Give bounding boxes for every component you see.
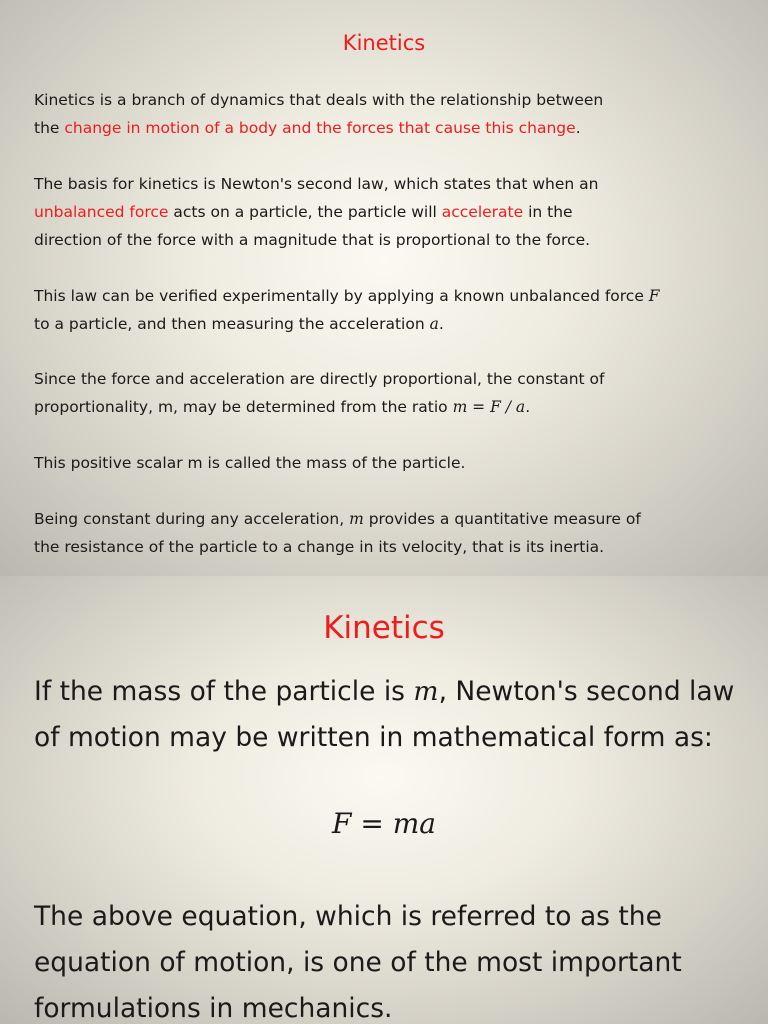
paragraph-proportionality bbox=[34, 365, 734, 421]
text-line: The above equation, which is referred to as the bbox=[34, 901, 662, 932]
math-symbol: m bbox=[413, 676, 439, 707]
highlight-text: accelerate bbox=[441, 203, 524, 221]
text-line: Being constant during any acceleration, bbox=[34, 510, 350, 528]
text-line: This positive scalar m is called the mass of the particle. bbox=[34, 454, 466, 472]
text-line: in the bbox=[523, 203, 573, 221]
text-line: of motion may be written in mathematical form as: bbox=[34, 722, 713, 753]
text-line: . bbox=[438, 315, 444, 333]
text-line: the bbox=[34, 119, 65, 137]
text-line: to a particle, and then measuring the acceleration bbox=[34, 315, 430, 333]
math-symbol: F bbox=[648, 287, 660, 305]
text-line: Kinetics is a branch of dynamics that deals with the relationship between bbox=[34, 91, 604, 109]
text-line: , Newton's second law bbox=[438, 676, 735, 707]
text-line: The basis for kinetics is Newton's second law, which states that when an bbox=[34, 175, 599, 193]
equation-of-motion: F = ma bbox=[332, 807, 436, 840]
text-line: proportionality, m, may be determined from the ratio bbox=[34, 398, 453, 416]
math-symbol: m bbox=[349, 510, 364, 528]
math-symbol: a bbox=[429, 315, 439, 333]
paragraph-definition bbox=[34, 86, 734, 142]
text-line: If the mass of the particle is bbox=[34, 676, 414, 707]
paragraph-inertia bbox=[34, 505, 734, 561]
text-line: equation of motion, is one of the most important bbox=[34, 947, 682, 978]
slide-2-title: Kinetics bbox=[323, 610, 445, 646]
text-line: the resistance of the particle to a change in its velocity, that is its inertia. bbox=[34, 538, 605, 556]
text-line: This law can be verified experimentally by applying a known unbalanced force bbox=[34, 287, 649, 305]
paragraph-newton-law bbox=[34, 170, 734, 254]
slide-1-title: Kinetics bbox=[342, 31, 426, 55]
text-line: Since the force and acceleration are directly proportional, the constant of bbox=[34, 370, 605, 388]
paragraph-mass bbox=[34, 449, 734, 477]
highlight-text: change in motion of a body and the forces that cause this change bbox=[64, 119, 576, 137]
text-line: provides a quantitative measure of bbox=[363, 510, 641, 528]
paragraph-mass-statement bbox=[34, 669, 754, 761]
slide-2 bbox=[0, 576, 768, 1024]
paragraph-experiment bbox=[34, 282, 734, 338]
paragraph-equation-importance bbox=[34, 894, 754, 1024]
text-line: . bbox=[575, 119, 581, 137]
text-line: direction of the force with a magnitude that is proportional to the force. bbox=[34, 231, 591, 249]
text-line: acts on a particle, the particle will bbox=[168, 203, 442, 221]
highlight-text: unbalanced force bbox=[34, 203, 169, 221]
text-line: formulations in mechanics. bbox=[34, 993, 393, 1024]
text-line: . bbox=[525, 398, 531, 416]
math-expression: m = F / a bbox=[452, 398, 526, 416]
